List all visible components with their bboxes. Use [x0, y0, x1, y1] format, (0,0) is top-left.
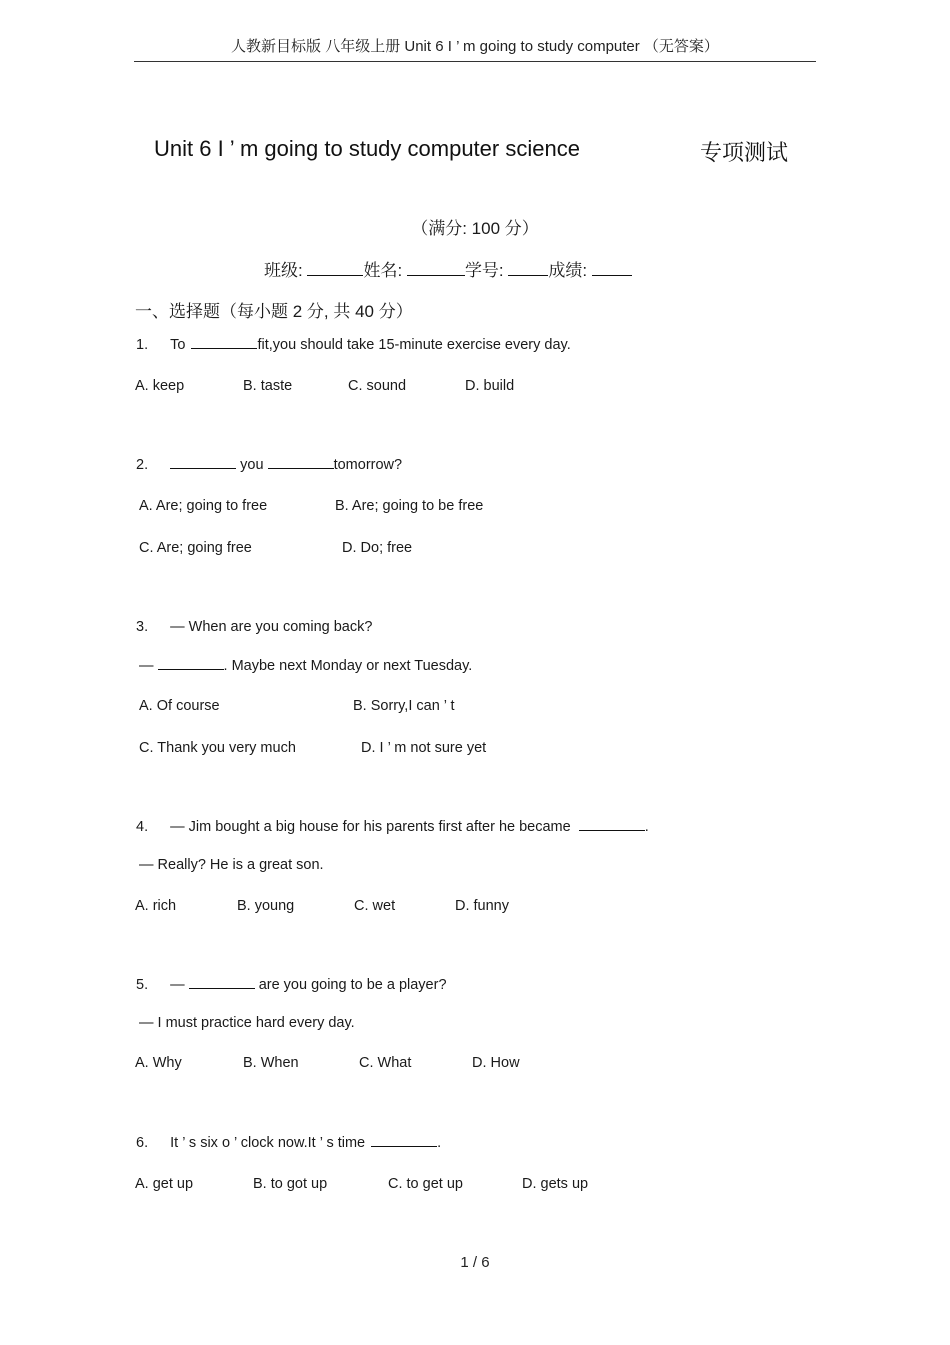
document-title-cn: 专项测试	[700, 140, 789, 165]
option-a[interactable]: A. Why	[135, 1055, 182, 1071]
option-d[interactable]: D. build	[465, 378, 515, 394]
question-number: 5.	[136, 977, 149, 993]
option-d[interactable]: D. funny	[455, 898, 509, 914]
option-a[interactable]: A. Of course	[139, 698, 220, 714]
grade-blank[interactable]	[592, 261, 632, 276]
name-label: 姓名:	[363, 261, 403, 280]
question-end: .	[644, 819, 649, 835]
option-c[interactable]: C. sound	[348, 378, 407, 394]
question-dash: —	[170, 977, 185, 993]
option-c[interactable]: C. Are; going free	[139, 540, 252, 556]
question-stem: tomorrow?	[333, 457, 403, 473]
answer-blank[interactable]	[579, 818, 645, 831]
answer-blank[interactable]	[371, 1134, 437, 1147]
question-stem: fit,you should take 15-minute exercise every day.	[257, 337, 571, 353]
option-c[interactable]: C. wet	[354, 898, 396, 914]
question-stem: are you going to be a player?	[258, 977, 447, 993]
option-d[interactable]: D. Do; free	[342, 540, 413, 556]
question-stem: It ’ s six o ’ clock now.It ’ s time	[170, 1135, 366, 1151]
answer-blank[interactable]	[189, 976, 255, 989]
option-b[interactable]: B. young	[237, 898, 295, 914]
question-4	[136, 818, 649, 835]
section-heading: 一、选择题（每小题 2 分, 共 40 分）	[135, 302, 413, 321]
question-number: 6.	[136, 1135, 149, 1151]
question-number: 3.	[136, 619, 149, 635]
grade-label: 成绩:	[548, 261, 588, 280]
full-score: （满分: 100 分）	[411, 219, 539, 238]
question-2	[136, 456, 402, 473]
reply-dash: —	[139, 658, 154, 674]
student-info-line	[264, 256, 632, 281]
option-b[interactable]: B. Sorry,I can ’ t	[353, 698, 455, 714]
question-end: .	[437, 1135, 442, 1151]
option-d[interactable]: D. I ’ m not sure yet	[361, 740, 487, 756]
option-d[interactable]: D. How	[472, 1055, 520, 1071]
question-number: 2.	[136, 457, 149, 473]
option-c[interactable]: C. What	[359, 1055, 412, 1071]
question-5	[136, 976, 447, 993]
option-b[interactable]: B. taste	[243, 378, 293, 394]
question-stem: To	[170, 337, 186, 353]
option-b[interactable]: B. to got up	[253, 1176, 328, 1192]
answer-blank[interactable]	[170, 456, 236, 469]
name-blank[interactable]	[407, 261, 465, 276]
id-blank[interactable]	[508, 261, 548, 276]
reply-text: . Maybe next Monday or next Tuesday.	[223, 658, 473, 674]
option-a[interactable]: A. Are; going to free	[139, 498, 268, 514]
question-stem: — When are you coming back?	[170, 619, 373, 635]
question-4-reply: — Really? He is a great son.	[139, 857, 324, 873]
class-label: 班级:	[264, 261, 303, 280]
question-3	[136, 619, 372, 635]
option-d[interactable]: D. gets up	[522, 1176, 589, 1192]
question-3-reply	[139, 657, 472, 674]
option-c[interactable]: C. to get up	[388, 1176, 463, 1192]
question-stem: you	[240, 457, 264, 473]
class-blank[interactable]	[307, 261, 363, 276]
option-b[interactable]: B. When	[243, 1055, 299, 1071]
option-b[interactable]: B. Are; going to be free	[335, 498, 484, 514]
question-stem: — Jim bought a big house for his parents first after he became	[170, 819, 571, 835]
running-header: 人教新目标版 八年级上册 Unit 6 I ’ m going to study computer （无答案）	[231, 38, 719, 55]
option-a[interactable]: A. get up	[135, 1176, 194, 1192]
question-1	[136, 336, 571, 353]
option-a[interactable]: A. keep	[135, 378, 185, 394]
question-6	[136, 1134, 441, 1151]
option-c[interactable]: C. Thank you very much	[139, 740, 296, 756]
document-title: Unit 6 I ’ m going to study computer science	[154, 136, 580, 161]
option-a[interactable]: A. rich	[135, 898, 177, 914]
answer-blank[interactable]	[158, 657, 224, 670]
page-number: 1 / 6	[460, 1254, 490, 1271]
question-number: 1.	[136, 337, 149, 353]
question-number: 4.	[136, 819, 149, 835]
id-label: 学号:	[464, 261, 504, 280]
question-5-reply: — I must practice hard every day.	[139, 1015, 355, 1031]
answer-blank[interactable]	[191, 336, 257, 349]
answer-blank[interactable]	[268, 456, 334, 469]
header-rule	[134, 61, 816, 62]
